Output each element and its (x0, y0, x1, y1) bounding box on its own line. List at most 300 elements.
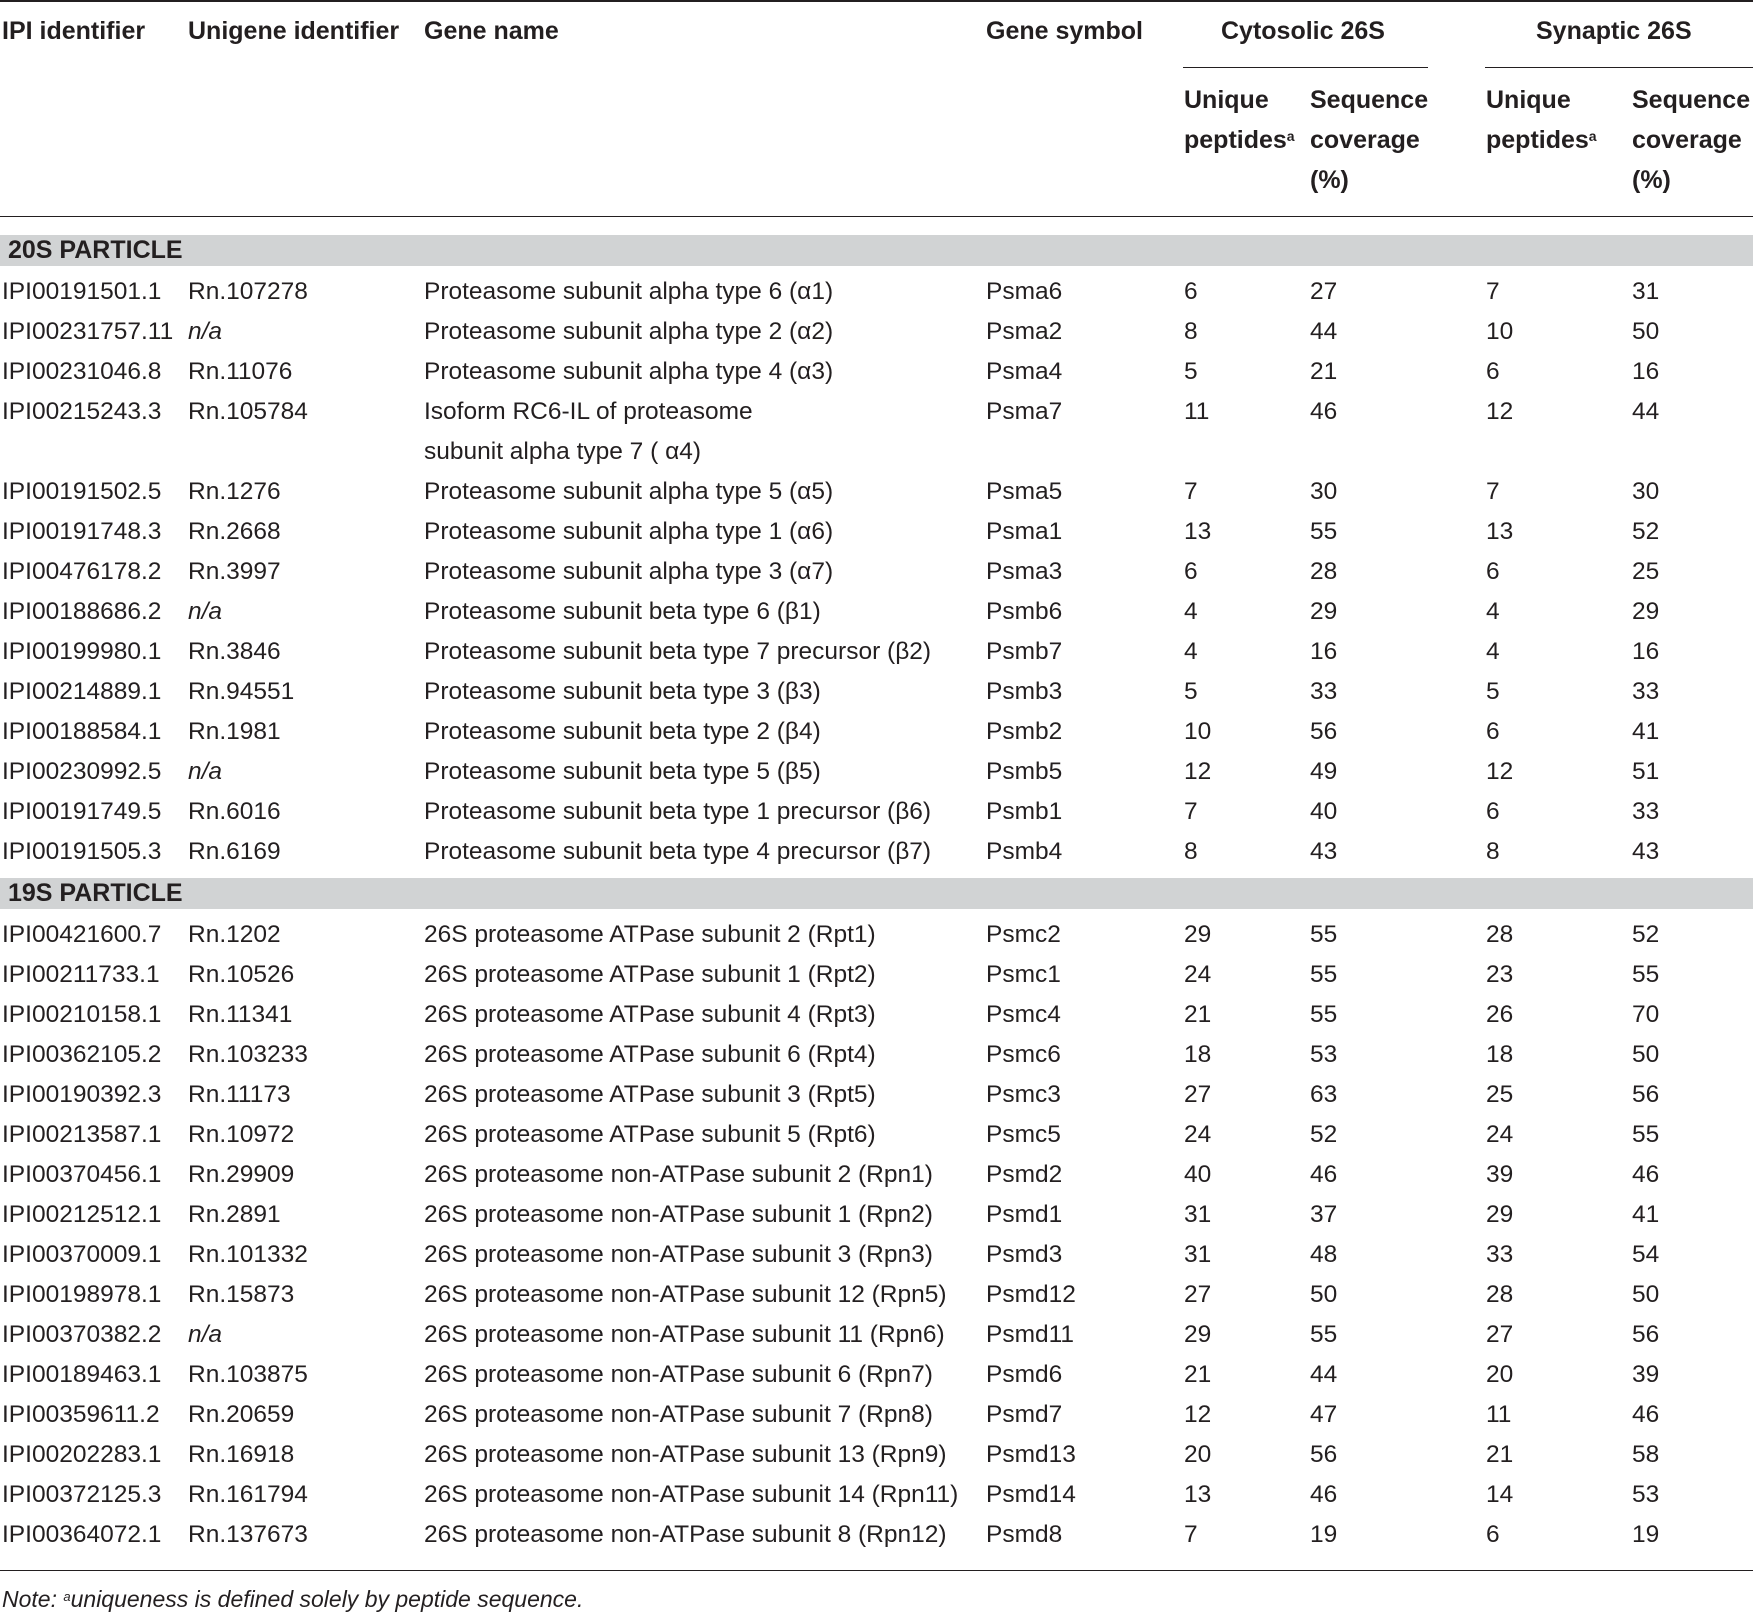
synaptic-sequence-coverage-cell: 25 (1632, 558, 1660, 585)
synaptic-sequence-coverage-cell: 52 (1632, 921, 1660, 948)
cytosolic-unique-peptides-cell: 21 (1184, 1361, 1212, 1388)
gene-name-cell: Proteasome subunit beta type 4 precursor (β7) (424, 838, 932, 865)
gene-name-cell: Proteasome subunit alpha type 6 (α1) (424, 278, 834, 305)
synaptic-unique-peptides-cell: 29 (1486, 1201, 1514, 1228)
gene-symbol-cell: Psmc5 (986, 1121, 1061, 1148)
unigene-cell: Rn.1276 (188, 478, 281, 505)
cytosolic-sequence-coverage-cell: 16 (1310, 638, 1338, 665)
unigene-cell: Rn.105784 (188, 398, 308, 425)
header-gene-name: Gene name (424, 17, 559, 45)
gene-name-cell: Proteasome subunit alpha type 3 (α7) (424, 558, 834, 585)
unigene-cell: Rn.3846 (188, 638, 281, 665)
ipi-cell: IPI00191501.1 (2, 278, 162, 305)
synaptic-sequence-coverage-cell: 16 (1632, 358, 1660, 385)
unigene-cell: Rn.16918 (188, 1441, 295, 1468)
ipi-cell: IPI00372125.3 (2, 1481, 162, 1508)
synaptic-unique-peptides-cell: 7 (1486, 478, 1500, 505)
cytosolic-sequence-coverage-cell: 28 (1310, 558, 1338, 585)
unigene-cell: Rn.1202 (188, 921, 281, 948)
cytosolic-unique-peptides-cell: 4 (1184, 638, 1198, 665)
synaptic-sequence-coverage-cell: 19 (1632, 1521, 1660, 1548)
cytosolic-sequence-coverage-cell: 53 (1310, 1041, 1338, 1068)
cytosolic-sequence-coverage-cell: 30 (1310, 478, 1338, 505)
ipi-cell: IPI00202283.1 (2, 1441, 162, 1468)
synaptic-unique-peptides-cell: 24 (1486, 1121, 1514, 1148)
section-title: 20S PARTICLE (8, 236, 183, 264)
ipi-cell: IPI00191505.3 (2, 838, 162, 865)
synaptic-unique-peptides-cell: 39 (1486, 1161, 1514, 1188)
synaptic-unique-peptides-cell: 4 (1486, 598, 1500, 625)
synaptic-unique-peptides-cell: 5 (1486, 678, 1500, 705)
gene-name-cell: 26S proteasome non-ATPase subunit 8 (Rpn12) (424, 1521, 947, 1548)
gene-symbol-cell: Psmb3 (986, 678, 1063, 705)
cytosolic-sequence-coverage-cell: 56 (1310, 718, 1338, 745)
ipi-cell: IPI00215243.3 (2, 398, 162, 425)
gene-name-cell: 26S proteasome non-ATPase subunit 6 (Rpn7) (424, 1361, 933, 1388)
unigene-cell: Rn.94551 (188, 678, 295, 705)
ipi-cell: IPI00191748.3 (2, 518, 162, 545)
data-table-20s (0, 272, 1753, 872)
header-rule (0, 216, 1753, 217)
cytosolic-unique-peptides-cell: 29 (1184, 921, 1212, 948)
unigene-cell: Rn.20659 (188, 1401, 295, 1428)
unigene-cell: Rn.15873 (188, 1281, 295, 1308)
cytosolic-unique-peptides-cell: 7 (1184, 478, 1198, 505)
gene-symbol-cell: Psma6 (986, 278, 1063, 305)
synaptic-sequence-coverage-cell: 41 (1632, 718, 1660, 745)
table-row (0, 1235, 1753, 1275)
cytosolic-sequence-coverage-cell: 46 (1310, 398, 1338, 425)
header-gene-symbol: Gene symbol (986, 17, 1143, 45)
cytosolic-sequence-coverage-cell: 27 (1310, 278, 1338, 305)
gene-name-cell: 26S proteasome non-ATPase subunit 2 (Rpn1) (424, 1161, 933, 1188)
gene-name-line2: subunit alpha type 7 ( α4) (424, 438, 702, 465)
table-row (0, 1475, 1753, 1515)
cytosolic-unique-peptides-cell: 27 (1184, 1281, 1212, 1308)
gene-symbol-cell: Psmd14 (986, 1481, 1076, 1508)
synaptic-sequence-coverage-cell: 56 (1632, 1081, 1660, 1108)
synaptic-unique-peptides-cell: 6 (1486, 718, 1500, 745)
ipi-cell: IPI00214889.1 (2, 678, 162, 705)
table-row (0, 472, 1753, 512)
table-row (0, 632, 1753, 672)
cytosolic-unique-peptides-cell: 13 (1184, 518, 1212, 545)
synaptic-unique-peptides-cell: 28 (1486, 921, 1514, 948)
table-row (0, 512, 1753, 552)
table-row (0, 832, 1753, 872)
unigene-cell: n/a (188, 758, 223, 785)
cytosolic-unique-peptides-cell: 31 (1184, 1201, 1212, 1228)
ipi-cell: IPI00212512.1 (2, 1201, 162, 1228)
gene-symbol-cell: Psmb7 (986, 638, 1063, 665)
cytosolic-sequence-coverage-cell: 44 (1310, 318, 1338, 345)
synaptic-unique-peptides-cell: 7 (1486, 278, 1500, 305)
ipi-cell: IPI00211733.1 (2, 961, 160, 988)
gene-name-line1: Isoform RC6-IL of proteasome (424, 398, 753, 425)
synaptic-sequence-coverage-cell: 39 (1632, 1361, 1660, 1388)
cytosolic-unique-peptides-cell: 7 (1184, 798, 1198, 825)
ipi-cell: IPI00210158.1 (2, 1001, 162, 1028)
gene-name-cell: Proteasome subunit beta type 2 (β4) (424, 718, 821, 745)
unigene-cell: Rn.6016 (188, 798, 281, 825)
gene-symbol-cell: Psma5 (986, 478, 1063, 505)
synaptic-sequence-coverage-cell: 50 (1632, 1041, 1660, 1068)
table-row (0, 352, 1753, 392)
unique-peptides-line1: Unique (1184, 86, 1269, 114)
cytosolic-sequence-coverage-cell: 49 (1310, 758, 1338, 785)
gene-name-cell: Proteasome subunit alpha type 1 (α6) (424, 518, 834, 545)
cytosolic-unique-peptides-cell: 4 (1184, 598, 1198, 625)
synaptic-sequence-coverage-cell: 56 (1632, 1321, 1660, 1348)
synaptic-sequence-coverage-cell: 16 (1632, 638, 1660, 665)
cytosolic-group-rule (1183, 67, 1428, 68)
table-row (0, 1155, 1753, 1195)
cytosolic-sequence-coverage-cell: 55 (1310, 921, 1338, 948)
synaptic-unique-peptides-cell: 21 (1486, 1441, 1514, 1468)
unigene-cell: Rn.11173 (188, 1081, 291, 1108)
cytosolic-unique-peptides-cell: 8 (1184, 838, 1198, 865)
gene-symbol-cell: Psmd7 (986, 1401, 1063, 1428)
cytosolic-unique-peptides-cell: 27 (1184, 1081, 1212, 1108)
unigene-cell: Rn.161794 (188, 1481, 308, 1508)
gene-name-cell: Proteasome subunit alpha type 4 (α3) (424, 358, 834, 385)
gene-name-cell: Proteasome subunit beta type 3 (β3) (424, 678, 821, 705)
cytosolic-sequence-coverage-cell: 48 (1310, 1241, 1338, 1268)
cytosolic-sequence-coverage-cell: 55 (1310, 1001, 1338, 1028)
unigene-cell: Rn.2891 (188, 1201, 281, 1228)
cytosolic-sequence-coverage-cell: 40 (1310, 798, 1338, 825)
synaptic-unique-peptides-cell: 6 (1486, 358, 1500, 385)
synaptic-sequence-coverage-cell: 33 (1632, 678, 1660, 705)
gene-symbol-cell: Psmb2 (986, 718, 1063, 745)
ipi-cell: IPI00370009.1 (2, 1241, 162, 1268)
gene-name-cell: 26S proteasome non-ATPase subunit 7 (Rpn8) (424, 1401, 933, 1428)
ipi-cell: IPI00213587.1 (2, 1121, 162, 1148)
section-band-19s (0, 878, 1753, 909)
synaptic-sequence-coverage-cell: 55 (1632, 1121, 1660, 1148)
header-cytosolic-26s: Cytosolic 26S (1221, 17, 1385, 45)
ipi-cell: IPI00188584.1 (2, 718, 162, 745)
sequence-coverage-line2: coverage (1310, 126, 1420, 154)
gene-symbol-cell: Psmc2 (986, 921, 1061, 948)
gene-symbol-cell: Psma4 (986, 358, 1063, 385)
gene-name-cell: Proteasome subunit beta type 5 (β5) (424, 758, 821, 785)
table-row (0, 1195, 1753, 1235)
gene-symbol-cell: Psma2 (986, 318, 1063, 345)
gene-name-cell: 26S proteasome non-ATPase subunit 3 (Rpn3) (424, 1241, 933, 1268)
table-row (0, 792, 1753, 832)
table-row (0, 272, 1753, 312)
gene-symbol-cell: Psmc3 (986, 1081, 1061, 1108)
note-prefix: Note: (2, 1586, 64, 1612)
ipi-cell: IPI00230992.5 (2, 758, 162, 785)
table-row (0, 392, 1753, 472)
gene-symbol-cell: Psmd13 (986, 1441, 1076, 1468)
footnote-mark: a (1588, 128, 1597, 144)
cytosolic-unique-peptides-cell: 6 (1184, 558, 1198, 585)
data-table-19s (0, 915, 1753, 1555)
table-row (0, 1355, 1753, 1395)
cytosolic-unique-peptides-cell: 40 (1184, 1161, 1212, 1188)
gene-symbol-cell: Psmb4 (986, 838, 1063, 865)
synaptic-unique-peptides-cell: 20 (1486, 1361, 1514, 1388)
cytosolic-unique-peptides-cell: 5 (1184, 678, 1198, 705)
synaptic-sequence-coverage-cell: 52 (1632, 518, 1660, 545)
unigene-cell: Rn.103875 (188, 1361, 308, 1388)
gene-symbol-cell: Psma7 (986, 398, 1063, 425)
unigene-cell: Rn.1981 (188, 718, 281, 745)
synaptic-unique-peptides-cell: 33 (1486, 1241, 1514, 1268)
ipi-cell: IPI00231046.8 (2, 358, 162, 385)
gene-symbol-cell: Psmd2 (986, 1161, 1063, 1188)
gene-name-cell: 26S proteasome non-ATPase subunit 13 (Rpn9) (424, 1441, 947, 1468)
unigene-cell: n/a (188, 1321, 223, 1348)
ipi-cell: IPI00190392.3 (2, 1081, 162, 1108)
table-row (0, 1275, 1753, 1315)
table-row (0, 915, 1753, 955)
header-cytosolic-sequence-coverage (1310, 80, 1428, 200)
synaptic-sequence-coverage-cell: 41 (1632, 1201, 1660, 1228)
ipi-cell: IPI00364072.1 (2, 1521, 162, 1548)
cytosolic-unique-peptides-cell: 5 (1184, 358, 1198, 385)
header-ipi-identifier: IPI identifier (2, 17, 146, 45)
section-band-20s (0, 235, 1753, 266)
synaptic-unique-peptides-cell: 28 (1486, 1281, 1514, 1308)
synaptic-sequence-coverage-cell: 43 (1632, 838, 1660, 865)
gene-name-cell: 26S proteasome non-ATPase subunit 14 (Rpn11) (424, 1481, 959, 1508)
cytosolic-sequence-coverage-cell: 52 (1310, 1121, 1338, 1148)
header-synaptic-sequence-coverage (1632, 80, 1750, 200)
cytosolic-unique-peptides-cell: 8 (1184, 318, 1198, 345)
table-row (0, 995, 1753, 1035)
ipi-cell: IPI00191502.5 (2, 478, 162, 505)
synaptic-unique-peptides-cell: 27 (1486, 1321, 1514, 1348)
synaptic-unique-peptides-cell: 6 (1486, 798, 1500, 825)
sequence-coverage-line3: (%) (1632, 166, 1671, 194)
unigene-cell: Rn.137673 (188, 1521, 308, 1548)
gene-name-cell: 26S proteasome non-ATPase subunit 1 (Rpn2) (424, 1201, 933, 1228)
cytosolic-sequence-coverage-cell: 55 (1310, 1321, 1338, 1348)
synaptic-sequence-coverage-cell: 46 (1632, 1161, 1660, 1188)
table-row (0, 752, 1753, 792)
table-row (0, 1075, 1753, 1115)
cytosolic-sequence-coverage-cell: 46 (1310, 1481, 1338, 1508)
table-row (0, 1435, 1753, 1475)
section-title: 19S PARTICLE (8, 879, 183, 907)
cytosolic-unique-peptides-cell: 10 (1184, 718, 1212, 745)
cytosolic-unique-peptides-cell: 31 (1184, 1241, 1212, 1268)
cytosolic-sequence-coverage-cell: 55 (1310, 961, 1338, 988)
gene-name-cell: Proteasome subunit beta type 7 precursor (β2) (424, 638, 932, 665)
synaptic-group-rule (1485, 67, 1753, 68)
gene-name-cell: 26S proteasome ATPase subunit 4 (Rpt3) (424, 1001, 876, 1028)
synaptic-sequence-coverage-cell: 33 (1632, 798, 1660, 825)
unigene-cell: n/a (188, 598, 223, 625)
synaptic-unique-peptides-cell: 14 (1486, 1481, 1514, 1508)
synaptic-sequence-coverage-cell: 30 (1632, 478, 1660, 505)
cytosolic-sequence-coverage-cell: 50 (1310, 1281, 1338, 1308)
cytosolic-unique-peptides-cell: 18 (1184, 1041, 1212, 1068)
bottom-rule (0, 1570, 1753, 1571)
gene-symbol-cell: Psmb1 (986, 798, 1063, 825)
unique-peptides-line2: peptides (1486, 126, 1589, 154)
cytosolic-sequence-coverage-cell: 37 (1310, 1201, 1338, 1228)
ipi-cell: IPI00370382.2 (2, 1321, 162, 1348)
sequence-coverage-line3: (%) (1310, 166, 1349, 194)
ipi-cell: IPI00198978.1 (2, 1281, 162, 1308)
synaptic-unique-peptides-cell: 6 (1486, 558, 1500, 585)
gene-symbol-cell: Psmb6 (986, 598, 1063, 625)
cytosolic-unique-peptides-cell: 7 (1184, 1521, 1198, 1548)
gene-name-cell: Proteasome subunit alpha type 2 (α2) (424, 318, 834, 345)
unigene-cell: Rn.101332 (188, 1241, 308, 1268)
cytosolic-sequence-coverage-cell: 19 (1310, 1521, 1338, 1548)
unique-peptides-line1: Unique (1486, 86, 1571, 114)
synaptic-sequence-coverage-cell: 55 (1632, 961, 1660, 988)
gene-symbol-cell: Psma1 (986, 518, 1063, 545)
synaptic-unique-peptides-cell: 23 (1486, 961, 1514, 988)
sequence-coverage-line2: coverage (1632, 126, 1742, 154)
ipi-cell: IPI00189463.1 (2, 1361, 162, 1388)
header-synaptic-26s: Synaptic 26S (1536, 17, 1692, 45)
note-text: uniqueness is defined solely by peptide sequence. (70, 1586, 584, 1612)
cytosolic-unique-peptides-cell: 24 (1184, 961, 1212, 988)
gene-symbol-cell: Psmd11 (986, 1321, 1075, 1348)
unigene-cell: n/a (188, 318, 223, 345)
cytosolic-unique-peptides-cell: 29 (1184, 1321, 1212, 1348)
table-row (0, 592, 1753, 632)
synaptic-sequence-coverage-cell: 29 (1632, 598, 1660, 625)
gene-name-cell: 26S proteasome ATPase subunit 3 (Rpt5) (424, 1081, 876, 1108)
unigene-cell: Rn.10972 (188, 1121, 295, 1148)
table-row (0, 1115, 1753, 1155)
synaptic-sequence-coverage-cell: 44 (1632, 398, 1660, 425)
cytosolic-unique-peptides-cell: 12 (1184, 758, 1212, 785)
synaptic-unique-peptides-cell: 4 (1486, 638, 1500, 665)
unigene-cell: Rn.11076 (188, 358, 293, 385)
unigene-cell: Rn.2668 (188, 518, 281, 545)
gene-symbol-cell: Psmd12 (986, 1281, 1076, 1308)
gene-name-cell: 26S proteasome ATPase subunit 2 (Rpt1) (424, 921, 876, 948)
gene-symbol-cell: Psmd1 (986, 1201, 1063, 1228)
ipi-cell: IPI00199980.1 (2, 638, 162, 665)
synaptic-sequence-coverage-cell: 53 (1632, 1481, 1660, 1508)
synaptic-unique-peptides-cell: 6 (1486, 1521, 1500, 1548)
table-row (0, 1515, 1753, 1555)
cytosolic-unique-peptides-cell: 12 (1184, 1401, 1212, 1428)
cytosolic-sequence-coverage-cell: 29 (1310, 598, 1338, 625)
synaptic-unique-peptides-cell: 8 (1486, 838, 1500, 865)
gene-symbol-cell: Psmd6 (986, 1361, 1063, 1388)
synaptic-unique-peptides-cell: 26 (1486, 1001, 1514, 1028)
unigene-cell: Rn.6169 (188, 838, 281, 865)
cytosolic-unique-peptides-cell: 6 (1184, 278, 1198, 305)
cytosolic-sequence-coverage-cell: 46 (1310, 1161, 1338, 1188)
gene-symbol-cell: Psmc6 (986, 1041, 1061, 1068)
synaptic-unique-peptides-cell: 12 (1486, 758, 1514, 785)
gene-name-cell: 26S proteasome ATPase subunit 5 (Rpt6) (424, 1121, 876, 1148)
synaptic-sequence-coverage-cell: 58 (1632, 1441, 1660, 1468)
table-footnote (2, 1584, 583, 1614)
synaptic-sequence-coverage-cell: 50 (1632, 1281, 1660, 1308)
gene-symbol-cell: Psma3 (986, 558, 1063, 585)
cytosolic-unique-peptides-cell: 20 (1184, 1441, 1212, 1468)
footnote-mark: a (1286, 128, 1295, 144)
gene-name-cell: 26S proteasome non-ATPase subunit 11 (Rpn6) (424, 1321, 945, 1348)
synaptic-unique-peptides-cell: 13 (1486, 518, 1514, 545)
unigene-cell: Rn.107278 (188, 278, 308, 305)
footnote-mark: a (63, 1589, 71, 1604)
cytosolic-sequence-coverage-cell: 33 (1310, 678, 1338, 705)
table-row (0, 1395, 1753, 1435)
gene-name-cell: Proteasome subunit alpha type 5 (α5) (424, 478, 834, 505)
table-row (0, 1035, 1753, 1075)
header-cytosolic-unique-peptides (1184, 80, 1295, 160)
unigene-cell: Rn.11341 (188, 1001, 293, 1028)
unigene-cell: Rn.10526 (188, 961, 295, 988)
sequence-coverage-line1: Sequence (1310, 86, 1429, 114)
ipi-cell: IPI00362105.2 (2, 1041, 162, 1068)
ipi-cell: IPI00370456.1 (2, 1161, 162, 1188)
gene-symbol-cell: Psmd8 (986, 1521, 1063, 1548)
unique-peptides-line2: peptides (1184, 126, 1287, 154)
cytosolic-sequence-coverage-cell: 63 (1310, 1081, 1338, 1108)
header-synaptic-unique-peptides (1486, 80, 1597, 160)
synaptic-sequence-coverage-cell: 54 (1632, 1241, 1660, 1268)
gene-name-cell: 26S proteasome non-ATPase subunit 12 (Rpn5) (424, 1281, 947, 1308)
unigene-cell: Rn.3997 (188, 558, 281, 585)
table-row (0, 1315, 1753, 1355)
gene-name-cell: Proteasome subunit beta type 6 (β1) (424, 598, 821, 625)
header-unigene-identifier: Unigene identifier (188, 17, 400, 45)
synaptic-sequence-coverage-cell: 51 (1632, 758, 1660, 785)
table-row (0, 552, 1753, 592)
ipi-cell: IPI00476178.2 (2, 558, 162, 585)
cytosolic-unique-peptides-cell: 21 (1184, 1001, 1212, 1028)
top-rule (0, 0, 1753, 2)
unigene-cell: Rn.103233 (188, 1041, 308, 1068)
gene-name-cell: Proteasome subunit beta type 1 precursor (β6) (424, 798, 932, 825)
gene-name-cell (424, 392, 986, 472)
sequence-coverage-line1: Sequence (1632, 86, 1751, 114)
cytosolic-unique-peptides-cell: 24 (1184, 1121, 1212, 1148)
ipi-cell: IPI00231757.11 (2, 318, 174, 345)
synaptic-unique-peptides-cell: 11 (1486, 1401, 1512, 1428)
cytosolic-sequence-coverage-cell: 44 (1310, 1361, 1338, 1388)
gene-name-cell: 26S proteasome ATPase subunit 6 (Rpt4) (424, 1041, 876, 1068)
cytosolic-sequence-coverage-cell: 56 (1310, 1441, 1338, 1468)
cytosolic-sequence-coverage-cell: 47 (1310, 1401, 1338, 1428)
cytosolic-unique-peptides-cell: 13 (1184, 1481, 1212, 1508)
synaptic-unique-peptides-cell: 18 (1486, 1041, 1514, 1068)
gene-symbol-cell: Psmb5 (986, 758, 1063, 785)
synaptic-unique-peptides-cell: 25 (1486, 1081, 1514, 1108)
gene-symbol-cell: Psmc4 (986, 1001, 1061, 1028)
synaptic-sequence-coverage-cell: 70 (1632, 1001, 1660, 1028)
cytosolic-unique-peptides-cell: 11 (1184, 398, 1210, 425)
ipi-cell: IPI00421600.7 (2, 921, 162, 948)
ipi-cell: IPI00359611.2 (2, 1401, 160, 1428)
synaptic-unique-peptides-cell: 12 (1486, 398, 1514, 425)
ipi-cell: IPI00191749.5 (2, 798, 162, 825)
table-row (0, 312, 1753, 352)
gene-symbol-cell: Psmc1 (986, 961, 1061, 988)
synaptic-sequence-coverage-cell: 46 (1632, 1401, 1660, 1428)
gene-name-cell: 26S proteasome ATPase subunit 1 (Rpt2) (424, 961, 876, 988)
synaptic-sequence-coverage-cell: 50 (1632, 318, 1660, 345)
synaptic-unique-peptides-cell: 10 (1486, 318, 1514, 345)
table-row (0, 712, 1753, 752)
